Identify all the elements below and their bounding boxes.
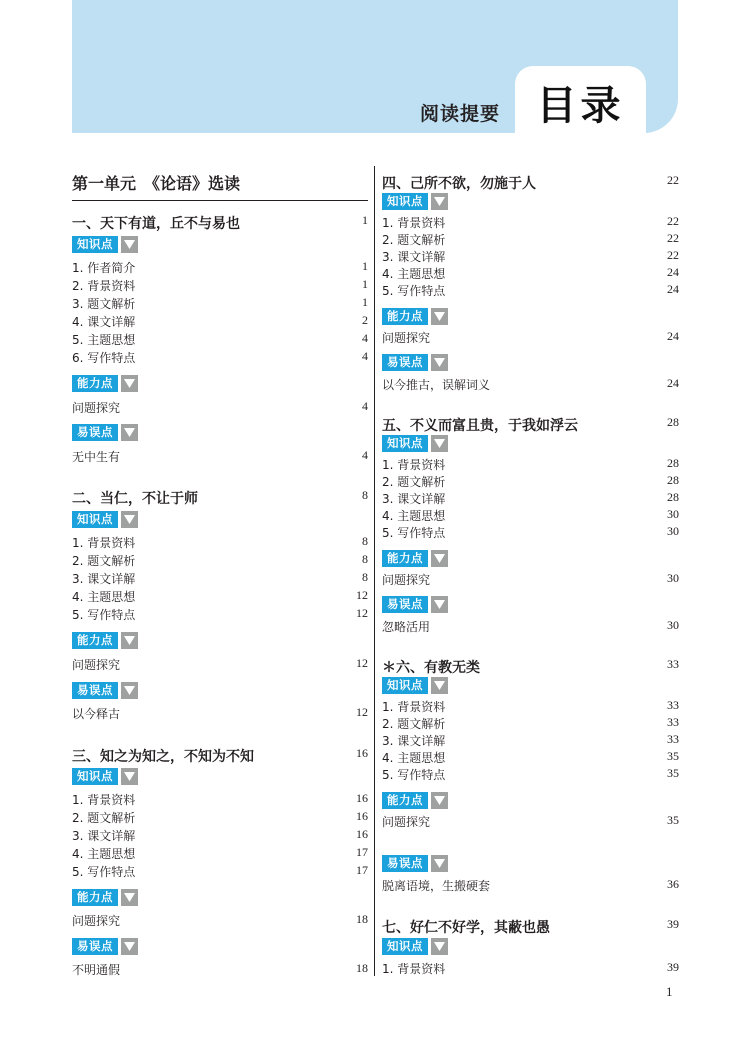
item-label: 2. 题文解析 [382,475,446,489]
item-label: 1. 背景资料 [382,962,446,976]
page-ref: 17 [356,845,368,859]
page-ref: 8 [362,534,368,548]
page-ref: 30 [667,507,679,521]
toc-item[interactable] [72,845,368,863]
toc-item[interactable] [382,813,679,831]
item-label: 3. 题文解析 [72,297,136,311]
knowledge-tag [382,938,448,955]
toc-item[interactable] [72,809,368,827]
toc-item[interactable] [382,231,679,249]
item-label: 2. 题文解析 [72,811,136,825]
page-ref: 22 [667,214,679,228]
lesson-title: 一、天下有道，丘不与易也 [72,216,240,232]
toc-item[interactable] [382,766,679,784]
item-label: 忽略活用 [382,620,431,634]
tag-label: 能力点 [382,308,428,325]
triangle-down-icon [121,682,138,699]
toc-item[interactable] [72,552,368,570]
item-label: 问题探究 [72,914,121,928]
triangle-down-icon [431,550,448,567]
header-subtitle: 阅读提要 [420,103,501,125]
page-ref: 1 [362,259,368,273]
unit-title-rule [72,200,368,201]
page-ref: 18 [356,961,368,975]
error-tag [382,855,448,872]
tag-label: 知识点 [382,193,428,210]
tag-label: 易误点 [382,596,428,613]
toc-item[interactable] [72,827,368,845]
item-label: 2. 题文解析 [72,554,136,568]
toc-item[interactable] [382,749,679,767]
page-ref: 24 [667,329,679,343]
triangle-down-icon [121,768,138,785]
tag-label: 能力点 [72,889,118,906]
item-label: 5. 写作特点 [72,865,136,879]
knowledge-tag [382,193,448,210]
item-label: 3. 课文详解 [72,829,136,843]
page-ref: 33 [667,715,679,729]
toc-lesson-2[interactable] [72,488,368,506]
item-label: 无中生有 [72,450,121,464]
toc-item[interactable] [382,877,679,895]
triangle-down-icon [121,889,138,906]
toc-item[interactable] [382,329,679,347]
item-label: 问题探究 [382,573,431,587]
knowledge-tag [72,768,138,785]
toc-item[interactable] [382,507,679,525]
item-label: 5. 写作特点 [382,526,446,540]
triangle-down-icon [121,375,138,392]
toc-item[interactable] [72,863,368,881]
item-label: 5. 写作特点 [72,608,136,622]
toc-lesson-3[interactable] [72,746,368,764]
page-ref: 8 [362,570,368,584]
item-label: 不明通假 [72,963,121,977]
page-ref: 22 [667,248,679,262]
page-ref: 12 [356,656,368,670]
page-ref: 39 [667,917,679,931]
item-label: 1. 作者简介 [72,261,136,275]
header-title-tab [515,66,646,133]
triangle-down-icon [121,938,138,955]
toc-item[interactable] [72,277,368,295]
triangle-down-icon [431,677,448,694]
tag-label: 易误点 [382,855,428,872]
toc-item[interactable] [382,732,679,750]
toc-lesson-5[interactable] [382,415,679,433]
item-label: 5. 写作特点 [382,768,446,782]
toc-item[interactable] [72,791,368,809]
triangle-down-icon [121,424,138,441]
knowledge-tag [72,236,138,253]
triangle-down-icon [121,511,138,528]
item-label: 2. 题文解析 [382,717,446,731]
page-ref: 24 [667,376,679,390]
knowledge-tag [382,435,448,452]
item-label: 5. 主题思想 [72,333,136,347]
page-ref: 16 [356,827,368,841]
unit-title: 第一单元 《论语》选读 [72,174,241,193]
toc-item[interactable] [72,295,368,313]
toc-item[interactable] [382,715,679,733]
item-label: 3. 课文详解 [72,572,136,586]
tag-label: 能力点 [72,632,118,649]
page-ref: 1 [362,213,368,227]
toc-item[interactable] [72,448,368,466]
toc-item[interactable] [382,214,679,232]
page-ref: 24 [667,282,679,296]
toc-item[interactable] [72,313,368,331]
toc-item[interactable] [72,331,368,349]
toc-lesson-4[interactable] [382,173,679,191]
page-ref: 12 [356,705,368,719]
page-number: 1 [666,984,673,999]
toc-item[interactable] [72,399,368,417]
lesson-title: 三、知之为知之，不知为不知 [72,749,254,765]
item-label: 3. 课文详解 [382,734,446,748]
toc-item[interactable] [382,265,679,283]
item-label: 以今释古 [72,707,121,721]
triangle-down-icon [121,236,138,253]
lesson-title: ＊六、有教无类 [382,660,480,676]
page-ref: 35 [667,749,679,763]
item-label: 3. 课文详解 [382,250,446,264]
tag-label: 易误点 [72,424,118,441]
lesson-title: 二、当仁，不让于师 [72,491,198,507]
item-label: 1. 背景资料 [72,793,136,807]
error-tag [72,938,138,955]
triangle-down-icon [431,193,448,210]
item-label: 3. 课文详解 [382,492,446,506]
page-ref: 17 [356,863,368,877]
item-label: 1. 背景资料 [382,700,446,714]
page-ref: 22 [667,231,679,245]
toc-item[interactable] [72,656,368,674]
tag-label: 能力点 [382,792,428,809]
page-ref: 16 [356,746,368,760]
toc-lesson-7[interactable] [382,917,679,935]
ability-tag [72,889,138,906]
knowledge-tag [72,511,138,528]
item-label: 4. 主题思想 [382,267,446,281]
column-divider [374,166,375,976]
item-label: 4. 主题思想 [382,751,446,765]
toc-item[interactable] [382,473,679,491]
triangle-down-icon [121,632,138,649]
tag-label: 知识点 [382,677,428,694]
item-label: 4. 主题思想 [72,590,136,604]
item-label: 4. 主题思想 [382,509,446,523]
tag-label: 能力点 [382,550,428,567]
item-label: 2. 题文解析 [382,233,446,247]
page-ref: 24 [667,265,679,279]
page-ref: 39 [667,960,679,974]
toc-item[interactable] [72,606,368,624]
page-ref: 28 [667,473,679,487]
page-ref: 30 [667,571,679,585]
page-ref: 1 [362,277,368,291]
page-ref: 12 [356,588,368,602]
triangle-down-icon [431,792,448,809]
item-label: 问题探究 [72,401,121,415]
toc-item[interactable] [382,490,679,508]
item-label: 问题探究 [382,815,431,829]
toc-item[interactable] [382,618,679,636]
item-label: 4. 课文详解 [72,315,136,329]
page-ref: 35 [667,813,679,827]
toc-item[interactable] [72,259,368,277]
page-ref: 1 [362,295,368,309]
error-tag [382,596,448,613]
tag-label: 易误点 [72,938,118,955]
tag-label: 易误点 [382,354,428,371]
error-tag [382,354,448,371]
triangle-down-icon [431,596,448,613]
ability-tag [72,632,138,649]
ability-tag [382,792,448,809]
toc-item[interactable] [382,376,679,394]
toc-lesson-6[interactable] [382,657,679,675]
item-label: 5. 写作特点 [382,284,446,298]
page-ref: 8 [362,552,368,566]
triangle-down-icon [431,938,448,955]
toc-item[interactable] [72,912,368,930]
toc-item[interactable] [382,698,679,716]
tag-label: 知识点 [72,236,118,253]
lesson-title: 七、好仁不好学，其蔽也愚 [382,920,550,936]
page-ref: 28 [667,490,679,504]
tag-label: 知识点 [72,511,118,528]
triangle-down-icon [431,308,448,325]
toc-item[interactable] [382,571,679,589]
toc-item[interactable] [72,534,368,552]
toc-item[interactable] [382,524,679,542]
page-ref: 22 [667,173,679,187]
page-ref: 33 [667,657,679,671]
toc-item[interactable] [72,961,368,979]
page-ref: 36 [667,877,679,891]
page-ref: 30 [667,618,679,632]
page-ref: 4 [362,331,368,345]
item-label: 问题探究 [72,658,121,672]
page-ref: 12 [356,606,368,620]
toc-item[interactable] [382,248,679,266]
page-ref: 4 [362,399,368,413]
page-ref: 28 [667,456,679,470]
page-ref: 28 [667,415,679,429]
toc-item[interactable] [382,456,679,474]
page-title: 目录 [536,83,625,129]
toc-item[interactable] [72,570,368,588]
page-ref: 2 [362,313,368,327]
error-tag [72,424,138,441]
ability-tag [382,550,448,567]
triangle-down-icon [431,435,448,452]
tag-label: 能力点 [72,375,118,392]
page-ref: 33 [667,698,679,712]
item-label: 脱离语境，生搬硬套 [382,879,491,893]
page-ref: 4 [362,448,368,462]
page-ref: 33 [667,732,679,746]
toc-item[interactable] [382,282,679,300]
error-tag [72,682,138,699]
toc-lesson-1[interactable] [72,213,368,231]
tag-label: 知识点 [72,768,118,785]
lesson-title: 五、不义而富且贵，于我如浮云 [382,418,578,434]
item-label: 1. 背景资料 [382,458,446,472]
item-label: 问题探究 [382,331,431,345]
toc-item[interactable] [72,349,368,367]
item-label: 4. 主题思想 [72,847,136,861]
page-ref: 16 [356,791,368,805]
item-label: 2. 背景资料 [72,279,136,293]
page-ref: 8 [362,488,368,502]
item-label: 1. 背景资料 [72,536,136,550]
item-label: 1. 背景资料 [382,216,446,230]
ability-tag [382,308,448,325]
knowledge-tag [382,677,448,694]
page-ref: 30 [667,524,679,538]
page-ref: 35 [667,766,679,780]
tag-label: 易误点 [72,682,118,699]
item-label: 以今推古，误解词义 [382,378,491,392]
page-ref: 18 [356,912,368,926]
page-ref: 16 [356,809,368,823]
tag-label: 知识点 [382,938,428,955]
toc-item[interactable] [382,960,679,978]
triangle-down-icon [431,354,448,371]
page-ref: 4 [362,349,368,363]
lesson-title: 四、己所不欲，勿施于人 [382,176,536,192]
toc-item[interactable] [72,705,368,723]
triangle-down-icon [431,855,448,872]
toc-item[interactable] [72,588,368,606]
tag-label: 知识点 [382,435,428,452]
ability-tag [72,375,138,392]
item-label: 6. 写作特点 [72,351,136,365]
